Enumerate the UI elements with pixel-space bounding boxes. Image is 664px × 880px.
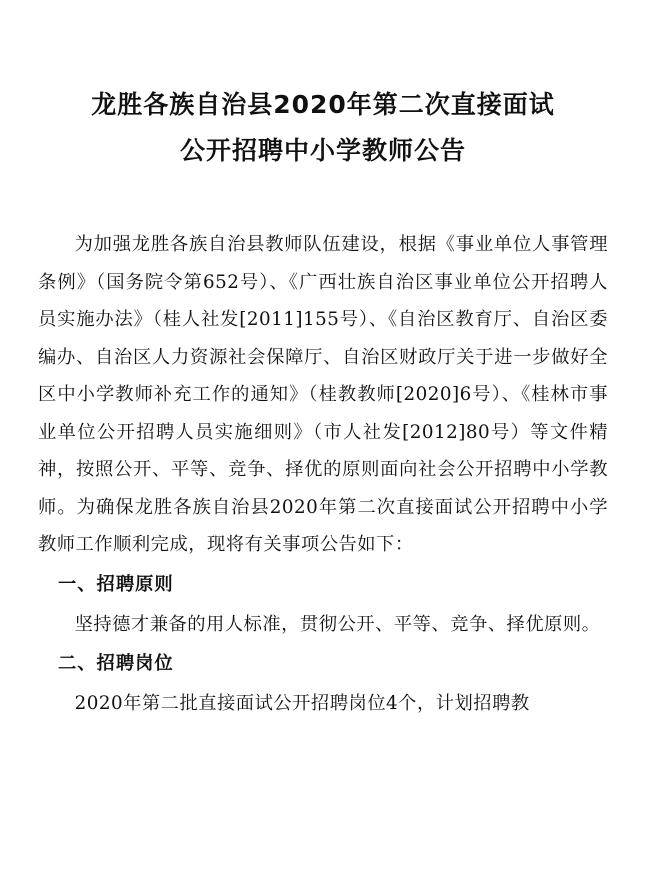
document-body (38, 226, 608, 723)
section-heading-principles: 一、招聘原则 (58, 573, 174, 595)
section-heading-positions: 二、招聘岗位 (58, 653, 174, 674)
document-title (38, 82, 608, 174)
intro-paragraph: 为加强龙胜各族自治县教师队伍建设，根据《事业单位人事管理条例》（国务院令第652号）、《广西壮族自治区事业单位公开招聘人员实施办法》（桂人社发[2011]155号）、《自治区教育厅、自治区委编办、自治区人力资源社会保障厅、自治区财政厅关于进一步做好全区中小学教师补充工作的通知》（桂教教师[2020]6号）、《桂林市事业单位公开招聘人员实施细则》（市人社发[2012]80号）等文件精神，按照公开、平等、竞争、择优的原则面向社会公开招聘中小学教师。为确保龙胜各族自治县2020年第二次直接面试公开招聘中小学教师工作顺利完成，现将有关事项公告如下： (38, 234, 608, 555)
title-line-1: 龙胜各族自治县2020年第二次直接面试 (91, 90, 555, 119)
title-line-2: 公开招聘中小学教师公告 (179, 136, 466, 165)
section-text-positions: 2020年第二批直接面试公开招聘岗位4个，计划招聘教 (74, 693, 530, 714)
section-text-principles: 坚持德才兼备的用人标准，贯彻公开、平等、竞争、择优原则。 (74, 613, 601, 635)
